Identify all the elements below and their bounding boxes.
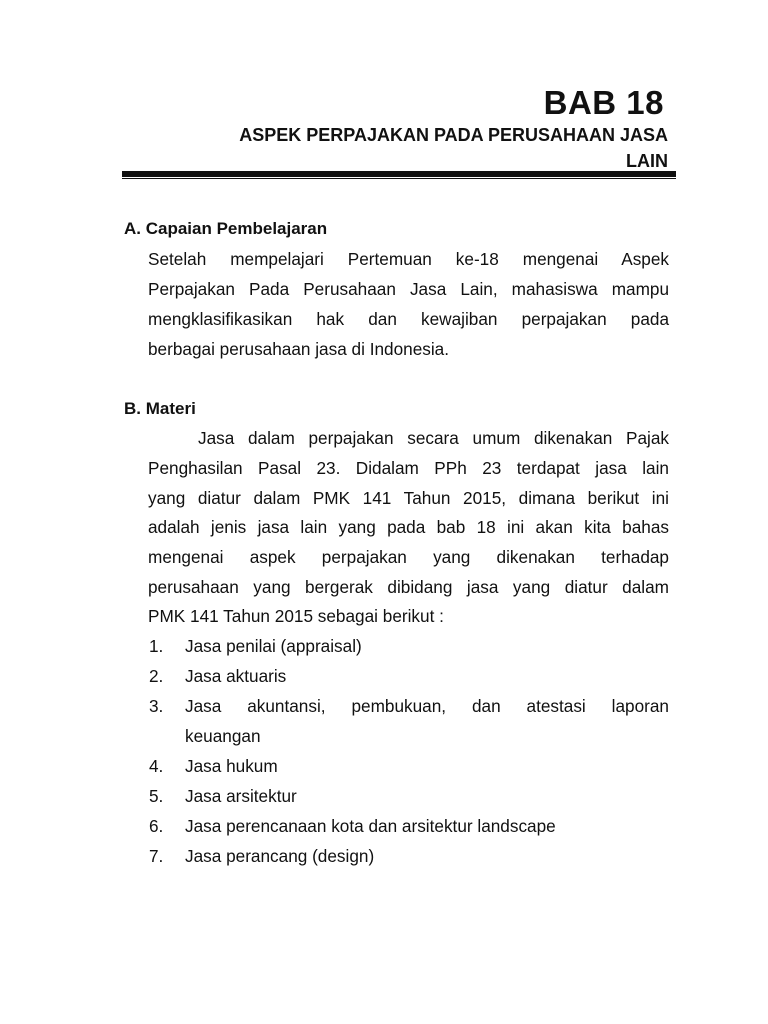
list-item-text: Jasa penilai (appraisal)	[185, 636, 362, 656]
list-item-number: 1.	[149, 636, 164, 656]
paragraph-line: Penghasilan Pasal 23. Didalam PPh 23 terdapat jasa lain	[148, 458, 669, 478]
paragraph-line: Jasa dalam perpajakan secara umum dikenakan Pajak	[198, 428, 669, 448]
paragraph-line: mengklasifikasikan hak dan kewajiban perpajakan pada	[148, 309, 669, 329]
chapter-title-line: LAIN	[626, 151, 668, 171]
list-item-text: Jasa akuntansi, pembukuan, dan atestasi laporan	[185, 696, 669, 716]
paragraph-line: adalah jenis jasa lain yang pada bab 18 ini akan kita bahas	[148, 517, 669, 537]
list-item-text: Jasa perancang (design)	[185, 846, 375, 866]
paragraph-line: berbagai perusahaan jasa di Indonesia.	[148, 339, 450, 359]
list-item-number: 3.	[149, 696, 164, 716]
title-rule-thin	[122, 178, 676, 179]
chapter-title	[150, 122, 668, 174]
paragraph-line: PMK 141 Tahun 2015 sebagai berikut :	[148, 606, 444, 626]
list-item-text: Jasa perencanaan kota dan arsitektur landscape	[185, 816, 556, 836]
section-heading-b: B. Materi	[124, 399, 196, 418]
chapter-title-line: ASPEK PERPAJAKAN PADA PERUSAHAAN JASA	[239, 125, 668, 145]
list-item-number: 7.	[149, 846, 164, 866]
list-item-number: 6.	[149, 816, 164, 836]
paragraph-line: Perpajakan Pada Perusahaan Jasa Lain, mahasiswa mampu	[148, 279, 669, 299]
paragraph-line: perusahaan yang bergerak dibidang jasa yang diatur dalam	[148, 577, 669, 597]
paragraph-line: mengenai aspek perpajakan yang dikenakan terhadap	[148, 547, 669, 567]
section-heading-a: A. Capaian Pembelajaran	[124, 219, 328, 238]
title-rule-thick	[122, 171, 676, 177]
list-item-number: 2.	[149, 666, 164, 686]
list-item-number: 5.	[149, 786, 164, 806]
list-item-text-continued: keuangan	[185, 726, 261, 746]
list-item-text: Jasa arsitektur	[185, 786, 297, 806]
list-item-text: Jasa hukum	[185, 756, 278, 776]
paragraph-line: Setelah mempelajari Pertemuan ke-18 mengenai Aspek	[148, 249, 669, 269]
paragraph-line: yang diatur dalam PMK 141 Tahun 2015, dimana berikut ini	[148, 488, 669, 508]
chapter-number: BAB 18	[543, 84, 664, 121]
list-item-number: 4.	[149, 756, 164, 776]
list-item-text: Jasa aktuaris	[185, 666, 287, 686]
